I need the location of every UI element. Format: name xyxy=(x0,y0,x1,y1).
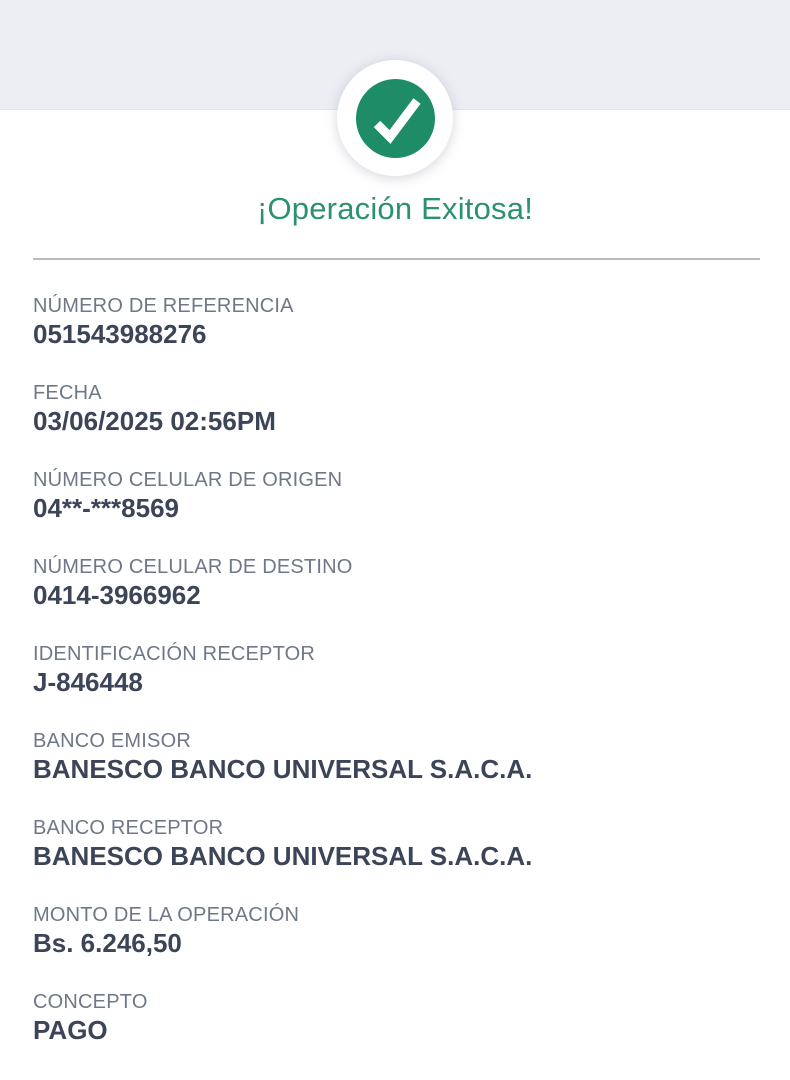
field-label: NÚMERO CELULAR DE DESTINO xyxy=(33,556,353,578)
field-label: CONCEPTO xyxy=(33,991,148,1013)
check-icon xyxy=(356,79,435,158)
field-label: NÚMERO DE REFERENCIA xyxy=(33,295,294,317)
success-badge xyxy=(337,60,453,176)
field-numero-de-referencia xyxy=(33,293,757,350)
field-monto-operacion xyxy=(33,902,757,959)
field-value: PAGO xyxy=(33,1015,108,1045)
field-concepto xyxy=(33,989,757,1046)
field-label: BANCO RECEPTOR xyxy=(33,817,224,839)
field-numero-celular-origen xyxy=(33,467,757,524)
field-label: MONTO DE LA OPERACIÓN xyxy=(33,904,300,926)
field-label: FECHA xyxy=(33,382,102,404)
field-value: 0414-3966962 xyxy=(33,580,201,610)
field-fecha xyxy=(33,380,757,437)
field-value: J-846448 xyxy=(33,667,143,697)
receipt-fields xyxy=(0,260,790,1046)
field-value: 03/06/2025 02:56PM xyxy=(33,406,276,436)
field-value: 051543988276 xyxy=(33,319,207,349)
field-label: BANCO EMISOR xyxy=(33,730,191,752)
field-value: BANESCO BANCO UNIVERSAL S.A.C.A. xyxy=(33,841,533,871)
field-banco-emisor xyxy=(33,728,757,785)
field-value: Bs. 6.246,50 xyxy=(33,928,182,958)
field-label: NÚMERO CELULAR DE ORIGEN xyxy=(33,469,343,491)
field-value: 04**-***8569 xyxy=(33,493,180,523)
field-banco-receptor xyxy=(33,815,757,872)
field-identificacion-receptor xyxy=(33,641,757,698)
success-title: ¡Operación Exitosa! xyxy=(256,191,534,226)
field-label: IDENTIFICACIÓN RECEPTOR xyxy=(33,643,316,665)
field-value: BANESCO BANCO UNIVERSAL S.A.C.A. xyxy=(33,754,533,784)
field-numero-celular-destino xyxy=(33,554,757,611)
